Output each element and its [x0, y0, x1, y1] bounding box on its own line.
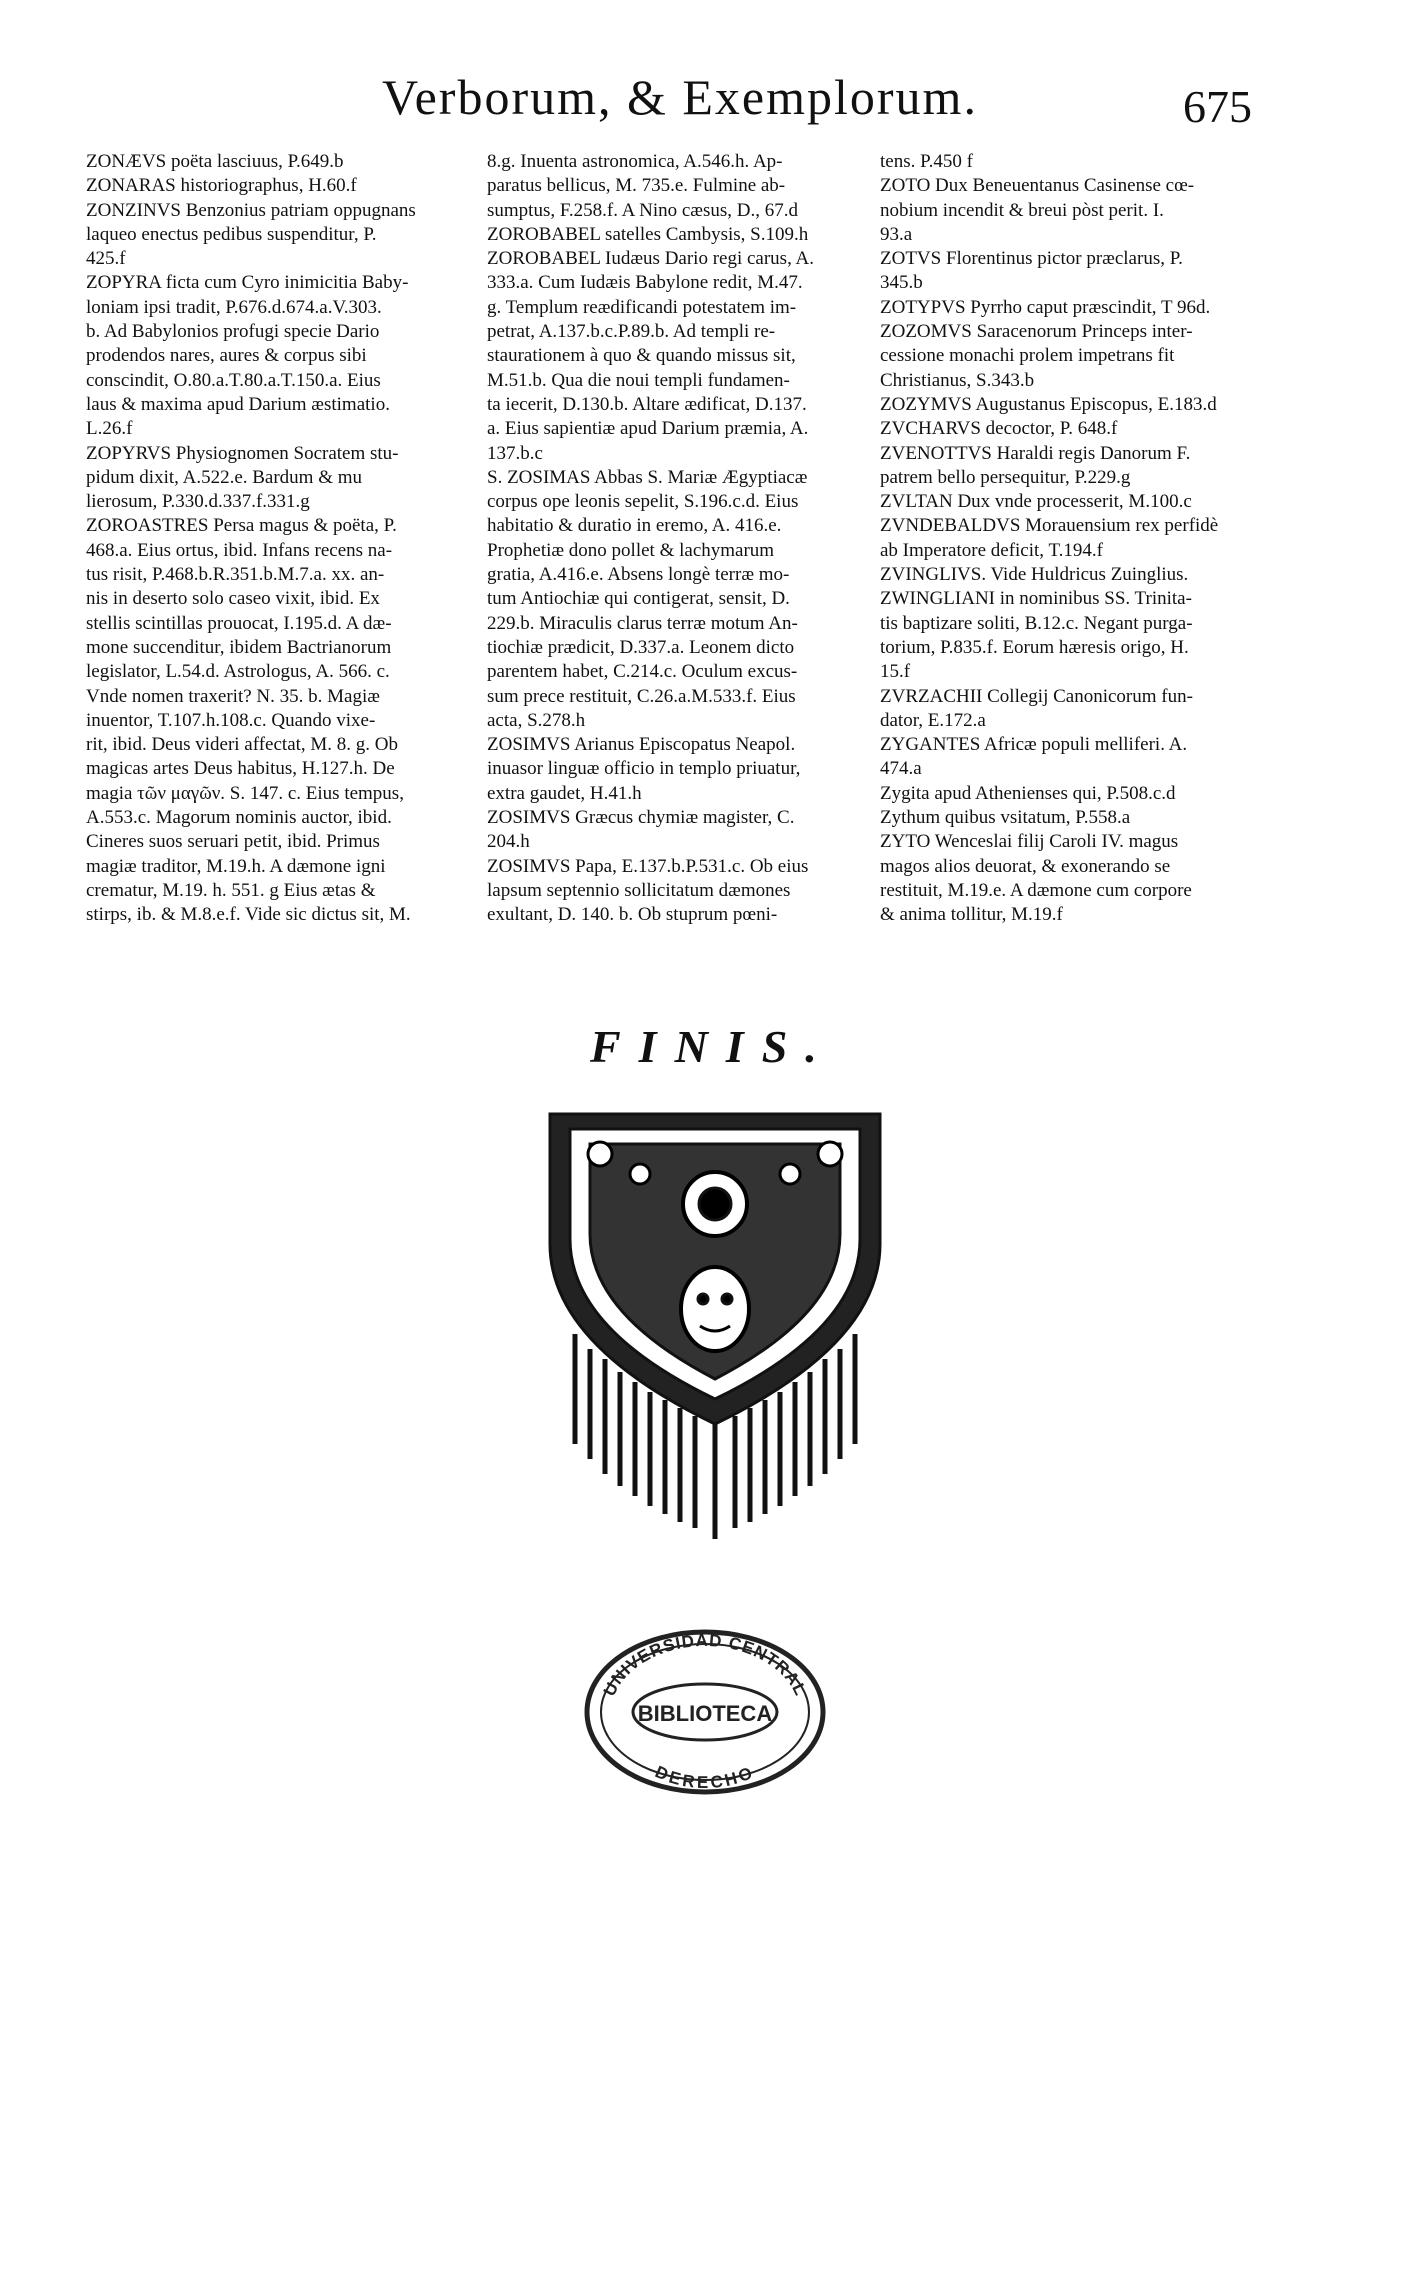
index-line: paratus bellicus, M. 735.e. Fulmine ab-	[487, 175, 786, 197]
index-line: 15.f	[880, 661, 911, 683]
index-line: ZOZYMVS Augustanus Episcopus, E.183.d	[880, 393, 1217, 415]
index-column-1	[86, 150, 493, 928]
index-line: ZVLTAN Dux vnde processerit, M.100.c	[880, 491, 1192, 513]
index-line: A.553.c. Magorum nominis auctor, ibid.	[86, 807, 392, 829]
index-line: ZOZOMVS Saracenorum Princeps inter-	[880, 321, 1193, 343]
index-line: staurationem à quo & quando missus sit,	[487, 345, 796, 367]
index-line: acta, S.278.h	[487, 709, 586, 731]
index-line: ZONZINVS Benzonius patriam oppugnans	[86, 199, 416, 221]
index-line: ZOSIMVS Græcus chymiæ magister, C.	[487, 807, 795, 829]
index-line: gratia, A.416.e. Absens longè terræ mo-	[487, 564, 790, 586]
index-line: Christianus, S.343.b	[880, 369, 1035, 391]
index-line: a. Eius sapientiæ apud Darium præmia, A.	[487, 418, 809, 440]
index-line: laus & maxima apud Darium æstimatio.	[86, 393, 390, 415]
index-line: torium, P.835.f. Eorum hæresis origo, H.	[880, 636, 1189, 658]
index-line: loniam ipsi tradit, P.676.d.674.a.V.303.	[86, 296, 382, 318]
index-column-2	[487, 150, 882, 928]
index-line: ZWINGLIANI in nominibus SS. Trinita-	[880, 588, 1192, 610]
index-column-3	[880, 150, 1280, 928]
index-line: 474.a	[880, 758, 922, 780]
index-line: ZOROBABEL Iudæus Dario regi carus, A.	[487, 248, 814, 270]
index-line: patrem bello persequitur, P.229.g	[880, 466, 1131, 488]
index-line: lapsum septennio sollicitatum dæmones	[487, 879, 791, 901]
index-line: rit, ibid. Deus videri affectat, M. 8. g. Ob	[86, 734, 399, 756]
index-line: & anima tollitur, M.19.f	[880, 904, 1063, 926]
index-line: M.51.b. Qua die noui templi fundamen-	[487, 369, 790, 391]
index-line: S. ZOSIMAS Abbas S. Mariæ Ægyptiacæ	[487, 466, 808, 488]
index-line: ZYGANTES Africæ populi melliferi. A.	[880, 734, 1188, 756]
index-line: lierosum, P.330.d.337.f.331.g	[86, 491, 310, 513]
index-line: magos alios deuorat, & exonerando se	[880, 855, 1171, 877]
index-line: ZOROASTRES Persa magus & poëta, P.	[86, 515, 397, 537]
index-line: inuentor, T.107.h.108.c. Quando vixe-	[86, 709, 376, 731]
index-line: ZOTO Dux Beneuentanus Casinense cœ-	[880, 175, 1195, 197]
index-line: ZOSIMVS Papa, E.137.b.P.531.c. Ob eius	[487, 855, 809, 877]
index-line: g. Templum reædificandi potestatem im-	[487, 296, 797, 318]
index-line: b. Ad Babylonios profugi specie Dario	[86, 321, 380, 343]
index-line: 345.b	[880, 272, 923, 294]
index-line: Zythum quibus vsitatum, P.558.a	[880, 807, 1131, 829]
index-line: pidum dixit, A.522.e. Bardum & mu	[86, 466, 363, 488]
index-line: prodendos nares, aures & corpus sibi	[86, 345, 367, 367]
index-line: petrat, A.137.b.c.P.89.b. Ad templi re-	[487, 321, 776, 343]
tailpiece-ornament	[530, 1094, 900, 1544]
index-line: extra gaudet, H.41.h	[487, 782, 642, 804]
index-line: inuasor linguæ officio in templo priuatur,	[487, 758, 801, 780]
index-line: nobium incendit & breui pòst perit. I.	[880, 199, 1164, 221]
index-line: sumptus, F.258.f. A Nino cæsus, D., 67.d	[487, 199, 798, 221]
index-line: Cineres suos seruari petit, ibid. Primus	[86, 831, 380, 853]
stamp-top-text: UNIVERSIDAD CENTRAL	[599, 1630, 811, 1700]
index-line: corpus ope leonis sepelit, S.196.c.d. Eius	[487, 491, 799, 513]
index-line: stirps, ib. & M.8.e.f. Vide sic dictus sit, M.	[86, 904, 411, 926]
index-line: ZVNDEBALDVS Morauensium rex perfidè	[880, 515, 1219, 537]
library-stamp	[580, 1626, 830, 1798]
index-line: magia τῶν μαγῶν. S. 147. c. Eius tempus,	[86, 782, 404, 804]
index-line: dator, E.172.a	[880, 709, 986, 731]
index-line: tiochiæ prædicit, D.337.a. Leonem dicto	[487, 636, 795, 658]
index-line: mone succenditur, ibidem Bactrianorum	[86, 636, 392, 658]
index-line: ZYTO Wenceslai filij Caroli IV. magus	[880, 831, 1179, 853]
index-line: parentem habet, C.214.c. Oculum excus-	[487, 661, 798, 683]
index-line: ZOPYRA ficta cum Cyro inimicitia Baby-	[86, 272, 409, 294]
index-line: ZONÆVS poëta lasciuus, P.649.b	[86, 151, 344, 172]
index-line: 137.b.c	[487, 442, 543, 464]
index-line: Zygita apud Athenienses qui, P.508.c.d	[880, 782, 1176, 804]
stamp-bottom-text: DERECHO	[652, 1762, 758, 1793]
finis-text: FINIS.	[590, 1021, 835, 1072]
index-line: tus risit, P.468.b.R.351.b.M.7.a. xx. an-	[86, 564, 385, 586]
index-line: Vnde nomen traxerit? N. 35. b. Magiæ	[86, 685, 380, 707]
index-line: 229.b. Miraculis clarus terræ motum An-	[487, 612, 798, 634]
index-line: L.26.f	[86, 418, 133, 440]
index-line: tens. P.450 f	[880, 151, 973, 172]
page-number: 675	[1183, 81, 1252, 132]
index-line: restituit, M.19.e. A dæmone cum corpore	[880, 879, 1192, 901]
index-line: 93.a	[880, 223, 913, 245]
index-line: tum Antiochiæ qui contigerat, sensit, D.	[487, 588, 790, 610]
index-line: nis in deserto solo caseo vixit, ibid. Ex	[86, 588, 380, 610]
index-line: stellis scintillas prouocat, I.195.d. A dæ-	[86, 612, 392, 634]
index-line: laqueo enectus pedibus suspenditur, P.	[86, 223, 377, 245]
index-line: crematur, M.19. h. 551. g Eius ætas &	[86, 879, 376, 901]
index-line: ZONARAS historiographus, H.60.f	[86, 175, 357, 197]
index-line: 8.g. Inuenta astronomica, A.546.h. Ap-	[487, 151, 783, 172]
stamp-center-text: BIBLIOTECA	[637, 1701, 773, 1726]
index-line: legislator, L.54.d. Astrologus, A. 566. c.	[86, 661, 390, 683]
index-line: ZOTYPVS Pyrrho caput præscindit, T 96d.	[880, 296, 1211, 318]
index-line: 468.a. Eius ortus, ibid. Infans recens na-	[86, 539, 393, 561]
index-line: Prophetiæ dono pollet & lachymarum	[487, 539, 775, 561]
index-line: tis baptizare soliti, B.12.c. Negant purga-	[880, 612, 1193, 634]
index-line: exultant, D. 140. b. Ob stuprum pœni-	[487, 904, 778, 926]
index-line: ZOSIMVS Arianus Episcopatus Neapol.	[487, 734, 796, 756]
running-head: Verborum, & Exemplorum.	[382, 69, 978, 125]
index-line: cessione monachi prolem impetrans fit	[880, 345, 1175, 367]
index-line: ZOTVS Florentinus pictor præclarus, P.	[880, 248, 1183, 270]
index-line: sum prece restituit, C.26.a.M.533.f. Eius	[487, 685, 796, 707]
index-line: ta iecerit, D.130.b. Altare ædificat, D.137.	[487, 393, 807, 415]
svg-text:UNIVERSIDAD CENTRAL	[600, 1631, 811, 1699]
index-line: ZOROBABEL satelles Cambysis, S.109.h	[487, 223, 809, 245]
index-line: ZOPYRVS Physiognomen Socratem stu-	[86, 442, 399, 464]
index-line: magiæ traditor, M.19.h. A dæmone igni	[86, 855, 386, 877]
index-line: ZVENOTTVS Haraldi regis Danorum F.	[880, 442, 1191, 464]
index-line: ZVCHARVS decoctor, P. 648.f	[880, 418, 1118, 440]
index-line: magicas artes Deus habitus, H.127.h. De	[86, 758, 395, 780]
index-line: 333.a. Cum Iudæis Babylone redit, M.47.	[487, 272, 803, 294]
index-line: conscindit, O.80.a.T.80.a.T.150.a. Eius	[86, 369, 381, 391]
index-line: 425.f	[86, 248, 126, 270]
index-line: ab Imperatore deficit, T.194.f	[880, 539, 1103, 561]
index-line: ZVINGLIVS. Vide Huldricus Zuinglius.	[880, 564, 1189, 586]
index-line: habitatio & duratio in eremo, A. 416.e.	[487, 515, 782, 537]
index-line: 204.h	[487, 831, 530, 853]
index-line: ZVRZACHII Collegij Canonicorum fun-	[880, 685, 1193, 707]
